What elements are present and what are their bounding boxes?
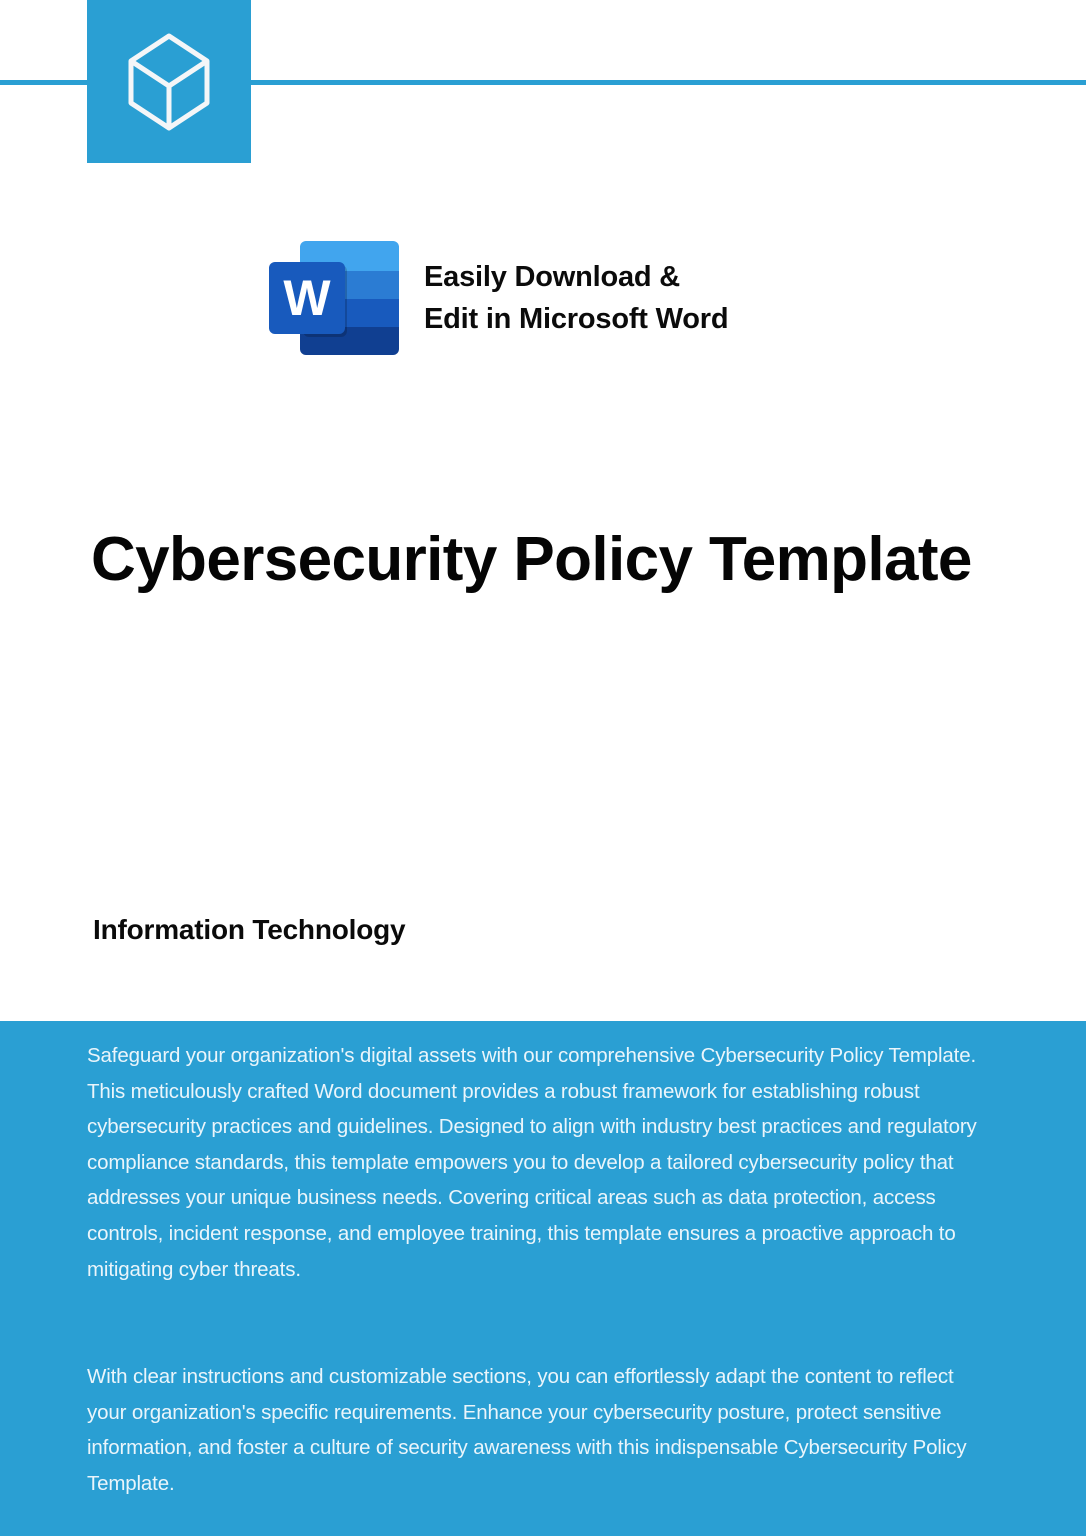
brand-logo <box>87 0 251 163</box>
promo-line-2: Edit in Microsoft Word <box>424 303 729 335</box>
svg-text:W: W <box>283 270 331 326</box>
promo-text <box>424 256 728 340</box>
description-paragraph-2: With clear instructions and customizable sections, you can effortlessly adapt the content to reflect your organization's specific requirements. Enhance your cybersecurity posture, protect sensitive information, and foster a culture of security awareness with this indispensable Cybersecurity Policy Template. <box>87 1365 967 1495</box>
promo-line-1: Easily Download & <box>424 261 681 293</box>
description-paragraph-1: Safeguard your organization's digital assets with our comprehensive Cybersecurity Policy Template. This meticulously crafted Word document provides a robust framework for establishing robust cybersecurity practices and guidelines. Designed to align with industry best practices and regulatory compliance standards, this template empowers you to develop a tailored cybersecurity policy that addresses your unique business needs. Covering critical areas such as data protection, access controls, incident response, and employee training, this template ensures a proactive approach to mitigating cyber threats. <box>87 1044 977 1281</box>
word-download-promo <box>269 241 728 355</box>
document-category: Information Technology <box>93 914 406 945</box>
document-title: Cybersecurity Policy Template <box>91 525 972 594</box>
cube-icon <box>127 32 211 132</box>
microsoft-word-icon <box>269 241 399 355</box>
